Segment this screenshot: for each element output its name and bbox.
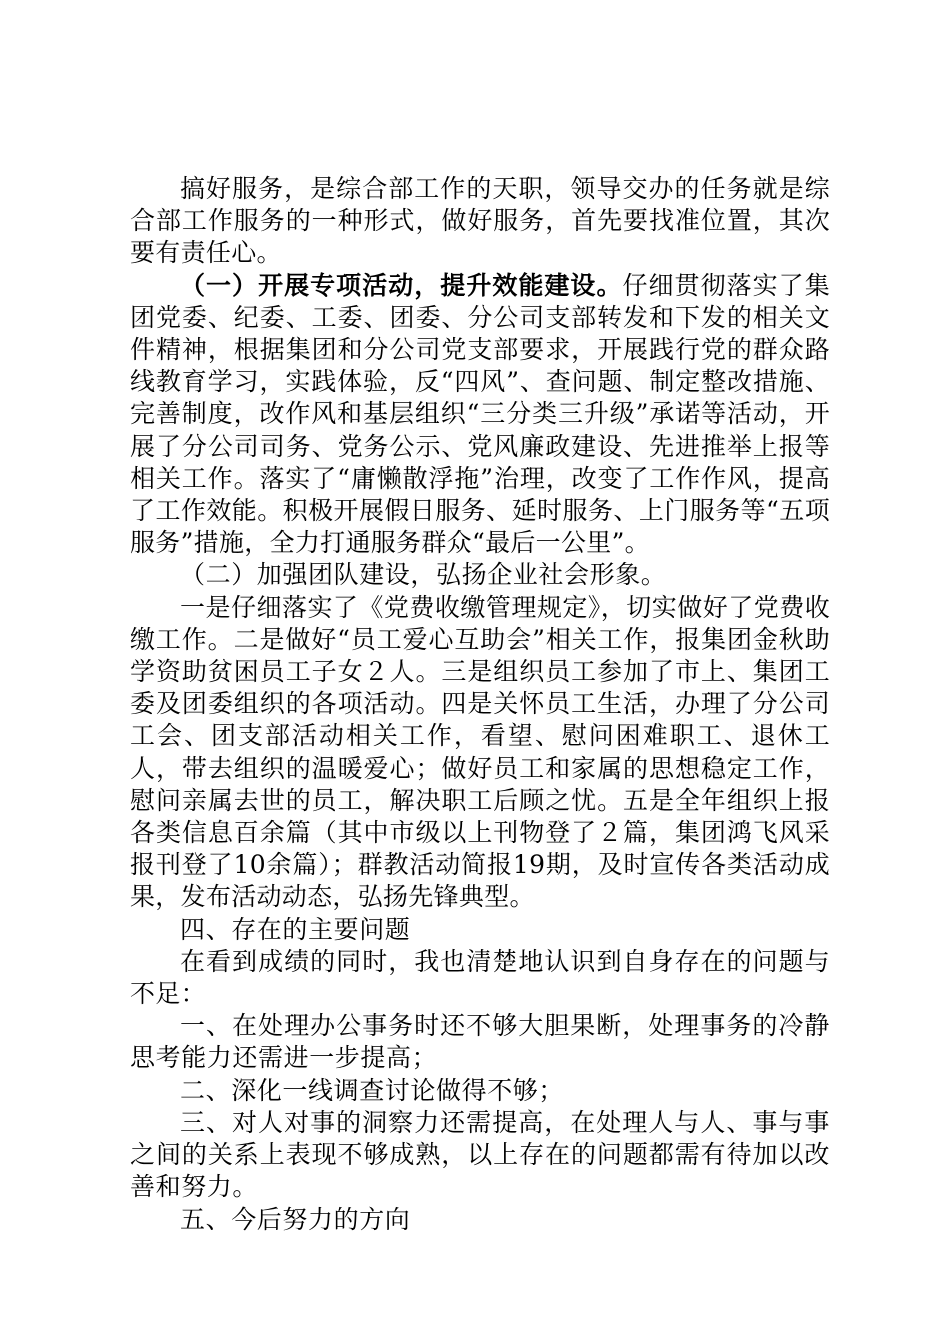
- list-item-problem-3: 三、对人对事的洞察力还需提高，在处理人与人、事与事之间的关系上表现不够成熟，以上存在的问题都需有待加以改善和努力。: [130, 1107, 830, 1202]
- section-heading-main-problems: 四、存在的主要问题: [180, 914, 411, 944]
- list-item-problem-2: 二、深化一线调查讨论做得不够；: [180, 1075, 565, 1105]
- section-heading-future-direction: 五、今后努力的方向: [180, 1204, 411, 1234]
- section-heading-team-building: （二）加强团队建设，弘扬企业社会形象。: [180, 560, 667, 590]
- paragraph-service-intro: 搞好服务，是综合部工作的天职，领导交办的任务就是综合部工作服务的一种形式，做好服务，首先要找准位置，其次要有责任心。: [130, 174, 830, 268]
- paragraph-special-activities: [130, 270, 830, 560]
- paragraph-problems-intro: 在看到成绩的同时，我也清楚地认识到自身存在的问题与不足：: [130, 946, 830, 1009]
- paragraph-lead-heading: （一）开展专项活动，提升效能建设。: [180, 270, 623, 300]
- document-body: [130, 173, 830, 1236]
- list-item-problem-1: 一、在处理办公事务时还不够大胆果断，处理事务的冷静思考能力还需进一步提高；: [130, 1011, 830, 1073]
- paragraph-team-building: 一是仔细落实了《党费收缴管理规定》，切实做好了党费收缴工作。二是做好“员工爱心互助会”相关工作，报集团金秋助学资助贫困员工子女２人。三是组织员工参加了市上、集团工委及团委组织的各项活动。四是关怀员工生活，办理了分公司工会、团支部活动相关工作，看望、慰问困难职工、退休工人，带去组织的温暖爱心；做好员工和家属的思想稳定工作，慰问亲属去世的员工，解决职工后顾之忧。五是全年组织上报各类信息百余篇（其中市级以上刊物登了２篇，集团鸿飞风采报刊登了10余篇）；群教活动简报19期，及时宣传各类活动成果，发布活动动态，弘扬先锋典型。: [130, 592, 830, 912]
- paragraph-special-activities-text: 仔细贯彻落实了集团党委、纪委、工委、团委、分公司支部转发和下发的相关文件精神，根据集团和分公司党支部要求，开展践行党的群众路线教育学习，实践体验，反“四风”、查问题、制定整改措施、完善制度，改作风和基层组织“三分类三升级”承诺等活动，开展了分公司司务、党务公示、党风廉政建设、先进推举上报等相关工作。落实了“庸懒散浮拖”治理，改变了工作作风，提高了工作效能。积极开展假日服务、延时服务、上门服务等“五项服务”措施，全力打通服务群众“最后一公里”。: [130, 270, 831, 558]
